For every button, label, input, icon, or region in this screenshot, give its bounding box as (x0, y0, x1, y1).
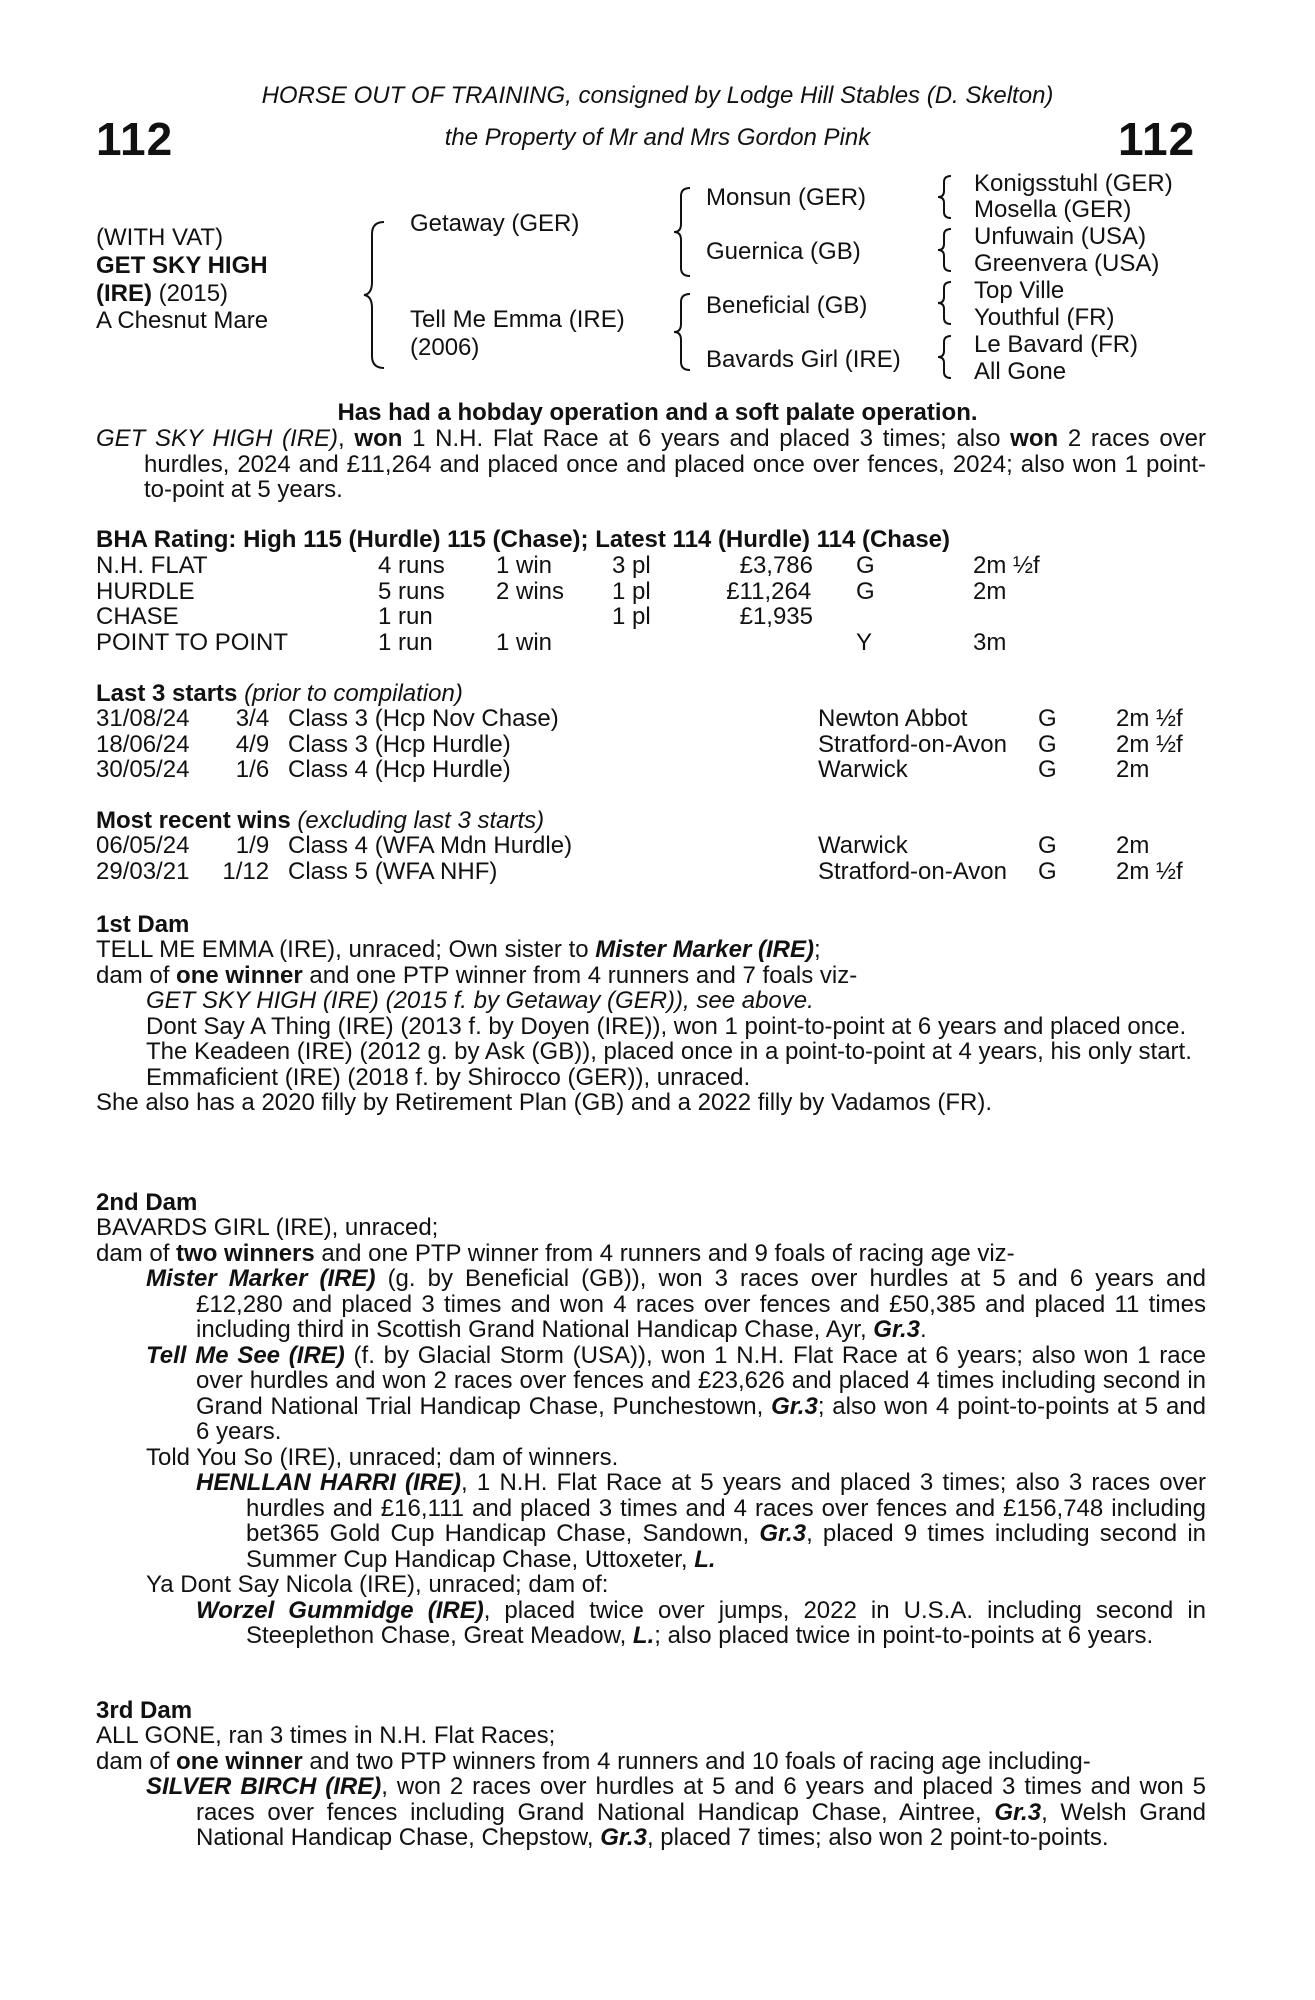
start-dist: 2m ½f (1116, 857, 1183, 885)
start-course: Stratford-on-Avon (818, 730, 1007, 758)
start-date: 30/05/24 (96, 756, 190, 783)
record-going: Y (856, 628, 873, 656)
horse-name: GET SKY HIGH (96, 252, 268, 279)
dam2-mister-marker: Mister Marker (IRE) (g. by Beneficial (GB)), won 3 races over hurdles at 5 and 6 years and £12,280 and placed 3 times and won 4 races over fences and £50,385 and placed 11 times including third in Scottish Grand National Handicap Chase, Ayr, Gr.3. (146, 1265, 1206, 1343)
dam1-foal-2: Dont Say A Thing (IRE) (2013 f. by Doyen (IRE)), won 1 point-to-point at 6 years and placed once. (146, 1012, 1187, 1040)
dam-year: (2006) (410, 334, 480, 361)
dam1-heading: 1st Dam (96, 911, 190, 938)
start-dist: 2m (1116, 832, 1150, 859)
start-going: G (1038, 857, 1057, 885)
dam2-heading: 2nd Dam (96, 1189, 198, 1216)
dam3-heading: 3rd Dam (96, 1697, 193, 1724)
gen3-1: Konigsstuhl (GER) (974, 170, 1173, 197)
dam3-body: ALL GONE, ran 3 times in N.H. Flat Races; dam of one winner and two PTP winners from 4 runners and 10 foals of racing age including- SILVER BIRCH (IRE), won 2 races over hurdles at 5 and 6 years and placed 3 times and won 5 races over fences including Grand National Handicap Chase, Aintree, Gr.3, Welsh Grand National Handicap Chase, Chepstow, Gr.3, placed 7 times; also won 2 point-to-points. (96, 1722, 1207, 1851)
start-course: Warwick (818, 756, 908, 783)
operation-note: Has had a hobday operation and a soft palate operation. (337, 399, 978, 426)
vat-label: (WITH VAT) (96, 224, 224, 251)
dam2-told-you-so: Told You So (IRE), unraced; dam of winners. (146, 1443, 619, 1471)
gen3-2: Mosella (GER) (974, 196, 1132, 223)
record-prize: £3,786 (739, 552, 813, 579)
record-runs: 1 run (378, 628, 433, 656)
gen3-8: All Gone (974, 358, 1067, 385)
start-date: 29/03/21 (96, 857, 190, 885)
gen3-6: Youthful (FR) (974, 304, 1115, 331)
start-dist: 2m ½f (1116, 730, 1183, 758)
dam1-foal-1: GET SKY HIGH (IRE) (2015 f. by Getaway (GER)), see above. (146, 987, 814, 1014)
sire: Getaway (GER) (410, 210, 580, 237)
start-going: G (1038, 705, 1057, 732)
start-course: Stratford-on-Avon (818, 857, 1007, 885)
record-going: G (856, 577, 875, 605)
start-course: Warwick (818, 832, 908, 859)
start-pos: 1/6 (235, 756, 270, 783)
pedigree-brace-3c (936, 280, 956, 326)
lot-number-left: 112 (96, 113, 174, 165)
dam-dam: Bavards Girl (IRE) (706, 346, 901, 373)
dam1-tail: She also has a 2020 filly by Retirement Plan (GB) and a 2022 filly by Vadamos (FR). (96, 1089, 992, 1116)
last3-heading: Last 3 starts (prior to compilation) (96, 680, 463, 707)
dam1-foal-4: Emmaficient (IRE) (2018 f. by Shirocco (GER)), unraced. (146, 1063, 751, 1091)
pedigree-brace-2a (672, 186, 696, 278)
dam3-silver-birch: SILVER BIRCH (IRE), won 2 races over hurdles at 5 and 6 years and placed 3 times and won 5 races over fences including Grand National Handicap Chase, Aintree, Gr.3, Welsh Grand National Handicap Chase, Chepstow, Gr.3, placed 7 times; also won 2 point-to-points. (146, 1773, 1207, 1851)
start-going: G (1038, 832, 1057, 859)
start-pos: 1/12 (222, 857, 270, 885)
sire-dam: Guernica (GB) (706, 238, 861, 265)
start-race: Class 4 (WFA Mdn Hurdle) (288, 832, 573, 859)
start-race: Class 3 (Hcp Hurdle) (288, 730, 511, 758)
start-course: Newton Abbot (818, 705, 968, 732)
record-pl: 1 pl (612, 577, 651, 605)
start-race: Class 5 (WFA NHF) (288, 857, 498, 885)
horse-name-suffix: (IRE) (2015) (96, 280, 229, 307)
recent-heading: Most recent wins (excluding last 3 starts) (96, 807, 545, 834)
bha-rating: BHA Rating: High 115 (Hurdle) 115 (Chase); Latest 114 (Hurdle) 114 (Chase) (96, 526, 951, 553)
record-dist: 3m (973, 628, 1007, 656)
pedigree-brace-2b (672, 292, 696, 372)
dam-sire: Beneficial (GB) (706, 292, 868, 319)
race-summary: GET SKY HIGH (IRE), won 1 N.H. Flat Race at 6 years and placed 3 times; also won 2 races over hurdles, 2024 and £11,264 and placed once and placed once over fences, 2024; also won 1 point-to-point at 5 years. (96, 425, 1207, 503)
record-wins: 2 wins (496, 577, 565, 605)
consignor-line: HORSE OUT OF TRAINING, consigned by Lodge Hill Stables (D. Skelton) (261, 82, 1054, 109)
record-wins: 1 win (496, 628, 553, 656)
start-pos: 3/4 (235, 705, 270, 732)
horse-description: A Chesnut Mare (96, 307, 269, 334)
dam2-henllan-harri: HENLLAN HARRI (IRE), 1 N.H. Flat Race at 5 years and placed 3 times; also 3 races over hurdles and £16,111 and placed 3 times and 4 races over fences and £156,748 including bet365 Gold Cup Handicap Chase, Sandown, Gr.3, placed 9 times including second in Summer Cup Handicap Chase, Uttoxeter, L. (196, 1469, 1207, 1573)
record-pl: 3 pl (612, 552, 651, 579)
gen3-4: Greenvera (USA) (974, 250, 1160, 277)
start-race: Class 3 (Hcp Nov Chase) (288, 705, 559, 732)
record-type: HURDLE (96, 577, 195, 605)
start-going: G (1038, 730, 1057, 758)
record-runs: 4 runs (378, 552, 445, 579)
dam2-body: BAVARDS GIRL (IRE), unraced; dam of two winners and one PTP winner from 4 runners and 9 foals of racing age viz- Mister Marker (IRE) (g. by Beneficial (GB)), won 3 races over hurdles at 5 and 6 years and £12,280 and placed 3 times and won 4 races over fences and £50,385 and placed 11 times including third in Scottish Grand National Handicap Chase, Ayr, Gr.3. Tell Me See (IRE) (f. by Glacial Storm (USA)), won 1 N.H. Flat Race at 6 years; also won 1 race over hurdles and won 2 races over fences and £23,626 and placed 4 times including second in Grand National Trial Handicap Chase, Punchestown, Gr.3; also won 4 point-to-points at 5 and 6 years. Told You So (IRE), unraced; dam of winners. HENLLAN HARRI (IRE), 1 N.H. Flat Race at 5 years and placed 3 times; also 3 races over hurdles and £16,111 and placed 3 times and 4 races over fences and £156,748 including bet365 Gold Cup Handicap Chase, Sandown, Gr.3, placed 9 times including second in Summer Cup Handicap Chase, Uttoxeter, L. Ya Dont Say Nicola (IRE), unraced; dam of: Worzel Gummidge (IRE), placed twice over jumps, 2022 in U.S.A. including second in Steeplethon Chase, Great Meadow, L.; also placed twice in point-to-points at 6 years. (96, 1214, 1207, 1649)
dam2-ya-dont-say-nicola: Ya Dont Say Nicola (IRE), unraced; dam of: (146, 1571, 609, 1598)
dam1-body: TELL ME EMMA (IRE), unraced; Own sister to Mister Marker (IRE); dam of one winner and one PTP winner from 4 runners and 7 foals viz- GET SKY HIGH (IRE) (2015 f. by Getaway (GER)), see above. Dont Say A Thing (IRE) (2013 f. by Doyen (IRE)), won 1 point-to-point at 6 years and placed once. The Keadeen (IRE) (2012 g. by Ask (GB)), placed once in a point-to-point at 4 years, his only start. Emmaficient (IRE) (2018 f. by Shirocco (GER)), unraced. She also has a 2020 filly by Retirement Plan (GB) and a 2022 filly by Vadamos (FR). (96, 937, 1206, 1116)
dam2-worzel-gummidge: Worzel Gummidge (IRE), placed twice over jumps, 2022 in U.S.A. including second in Steeplethon Chase, Great Meadow, L.; also placed twice in point-to-points at 6 years. (196, 1596, 1206, 1649)
pedigree-brace-3d (936, 334, 956, 380)
sire-sire: Monsun (GER) (706, 184, 867, 211)
start-race: Class 4 (Hcp Hurdle) (288, 756, 511, 783)
gen3-7: Le Bavard (FR) (974, 331, 1139, 358)
record-prize: £11,264 (726, 577, 812, 605)
pedigree-brace-1 (362, 220, 392, 370)
record-pl: 1 pl (612, 603, 651, 630)
record-dist: 2m (973, 577, 1007, 605)
lot-number-right: 112 (1118, 113, 1196, 165)
dam: Tell Me Emma (IRE) (410, 306, 625, 333)
pedigree-brace-3b (936, 227, 956, 273)
gen3-3: Unfuwain (USA) (974, 223, 1147, 250)
start-pos: 1/9 (235, 832, 270, 859)
record-wins: 1 win (496, 552, 553, 579)
start-going: G (1038, 756, 1057, 783)
record-runs: 5 runs (378, 577, 445, 605)
start-date: 31/08/24 (96, 705, 190, 732)
record-going: G (856, 552, 875, 579)
start-dist: 2m ½f (1116, 705, 1183, 732)
dam2-tell-me-see: Tell Me See (IRE) (f. by Glacial Storm (USA)), won 1 N.H. Flat Race at 6 years; also won 1 race over hurdles and won 2 races over fences and £23,626 and placed 4 times including second in Grand National Trial Handicap Chase, Punchestown, Gr.3; also won 4 point-to-points at 5 and 6 years. (146, 1341, 1207, 1445)
record-runs: 1 run (378, 603, 433, 630)
start-date: 06/05/24 (96, 832, 190, 859)
record-type: N.H. FLAT (96, 552, 208, 579)
pedigree-brace-3a (936, 174, 956, 220)
gen3-5: Top Ville (974, 277, 1065, 304)
record-type: CHASE (96, 603, 179, 630)
dam1-foal-3: The Keadeen (IRE) (2012 g. by Ask (GB)), placed once in a point-to-point at 4 years, his only start. (146, 1038, 1192, 1065)
owner-line: the Property of Mr and Mrs Gordon Pink (444, 124, 871, 151)
start-pos: 4/9 (235, 730, 270, 758)
record-dist: 2m ½f (973, 552, 1040, 579)
record-type: POINT TO POINT (96, 628, 289, 656)
record-prize: £1,935 (739, 603, 813, 630)
start-dist: 2m (1116, 756, 1150, 783)
start-date: 18/06/24 (96, 730, 190, 758)
